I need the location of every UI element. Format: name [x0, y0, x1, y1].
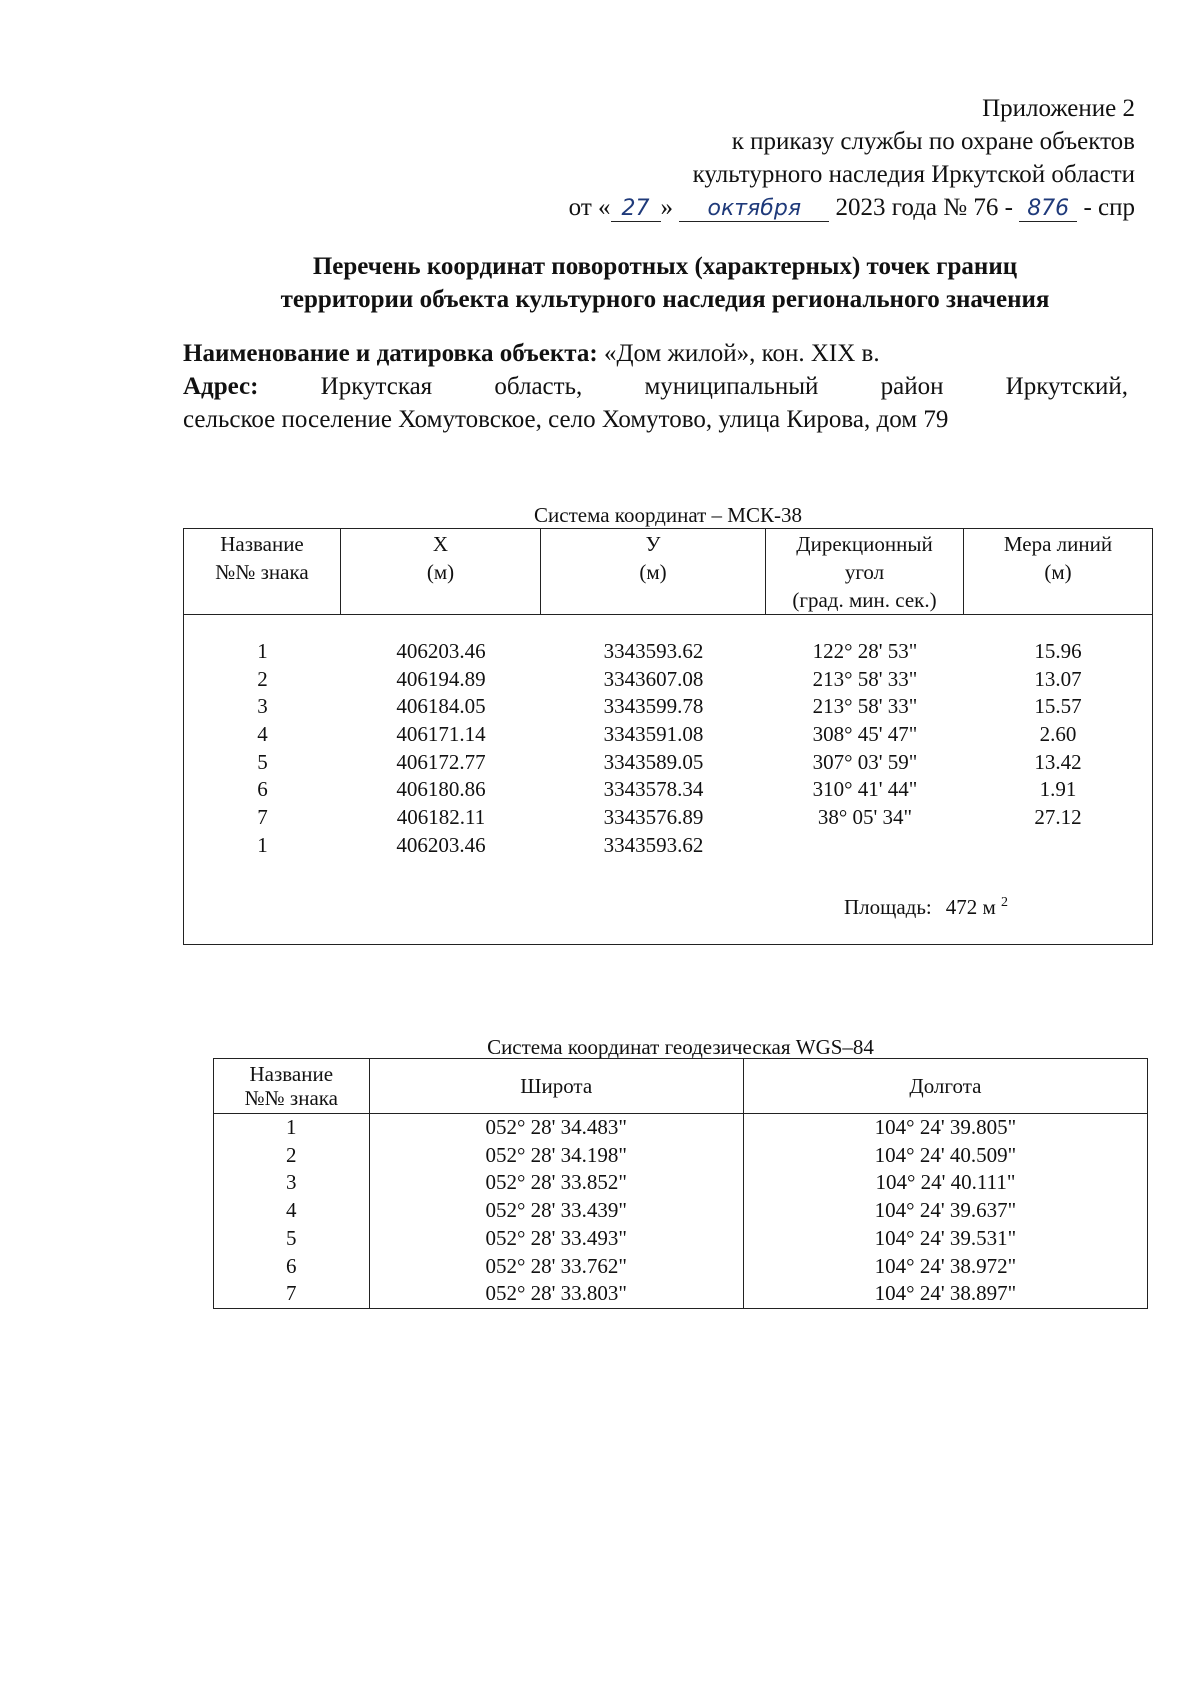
- cell-latitude: 052° 28' 33.762": [369, 1253, 743, 1281]
- cell-latitude: 052° 28' 33.852": [369, 1169, 743, 1197]
- cell-y: 3343589.05: [603, 749, 704, 774]
- header-text: Дирекционный: [796, 532, 933, 556]
- cell-longitude: 104° 24' 40.111": [743, 1169, 1147, 1197]
- cell-point: 2: [214, 1142, 370, 1170]
- cell-point: 4: [257, 722, 268, 747]
- appendix-line-3: культурного наследия Иркутской области: [692, 161, 1135, 188]
- area-value: 472 м: [945, 895, 996, 919]
- msk-table-body: [184, 638, 1152, 860]
- cell-distance: 27.12: [1034, 805, 1082, 830]
- cell-point: 5: [214, 1225, 370, 1253]
- address-word: область,: [494, 373, 583, 400]
- title-line-2: территории объекта культурного наследия регионального значения: [280, 286, 1050, 313]
- cell-y: 3343576.89: [603, 805, 704, 830]
- cell-angle: 310° 41' 44": [812, 777, 918, 802]
- cell-latitude: 052° 28' 33.439": [369, 1197, 743, 1225]
- header-point-number: [184, 529, 341, 614]
- header-text: угол: [844, 560, 885, 584]
- cell-x: 406180.86: [396, 777, 486, 802]
- cell-longitude: 104° 24' 40.509": [743, 1142, 1147, 1170]
- cell-x: 406203.46: [396, 832, 486, 857]
- cell-x: 406194.89: [396, 666, 486, 691]
- address-word: район: [880, 373, 944, 400]
- address-word: Иркутский,: [1005, 373, 1128, 400]
- order-line: [569, 191, 1135, 224]
- cell-x: 406182.11: [396, 805, 486, 830]
- cell-y: 3343593.62: [603, 832, 704, 857]
- appendix-header: [569, 92, 1135, 224]
- cell-distance: 2.60: [1039, 722, 1077, 747]
- header-longitude: Долгота: [743, 1059, 1147, 1114]
- header-direction-angle: [766, 529, 964, 614]
- header-text: X: [432, 532, 449, 556]
- area-unit-exponent: 2: [1001, 895, 1009, 910]
- cell-latitude: 052° 28' 33.493": [369, 1225, 743, 1253]
- order-suffix: - спр: [1083, 194, 1135, 221]
- header-text: (град. мин. сек.): [792, 588, 937, 612]
- object-name-label: Наименование и датировка объекта:: [183, 340, 598, 367]
- area-label: Площадь:: [844, 895, 932, 919]
- table-row: [184, 666, 1152, 694]
- cell-x: 406171.14: [396, 722, 486, 747]
- header-line-length: [964, 529, 1152, 614]
- cell-point: 1: [257, 639, 268, 663]
- object-name-line: [183, 337, 1128, 370]
- cell-x: 406172.77: [396, 749, 486, 774]
- table-row: [184, 804, 1152, 832]
- address-label: Адрес:: [183, 373, 259, 400]
- msk-table-caption: Система координат – МСК-38: [534, 503, 802, 527]
- header-text: (м): [1044, 560, 1072, 584]
- cell-point: 3: [257, 694, 268, 719]
- cell-longitude: 104° 24' 38.897": [743, 1280, 1147, 1308]
- table-row: [214, 1225, 1148, 1253]
- cell-longitude: 104° 24' 39.531": [743, 1225, 1147, 1253]
- cell-point: 5: [257, 749, 268, 774]
- header-point-number: [214, 1059, 370, 1114]
- cell-distance: 15.57: [1034, 694, 1082, 719]
- cell-y: 3343591.08: [603, 722, 704, 747]
- appendix-line-2: к приказу службы по охране объектов: [731, 128, 1135, 155]
- cell-x: 406184.05: [396, 694, 486, 719]
- header-x: [341, 529, 541, 614]
- header-latitude: Широта: [369, 1059, 743, 1114]
- cell-longitude: 104° 24' 39.805": [743, 1114, 1147, 1142]
- cell-x: 406203.46: [396, 639, 486, 663]
- order-year-text: 2023 года № 76 -: [835, 194, 1013, 221]
- address-line-2: сельское поселение Хомутовское, село Хомутово, улица Кирова, дом 79: [183, 406, 949, 433]
- header-text: №№ знака: [244, 1086, 338, 1110]
- wgs-table-caption: Система координат геодезическая WGS–84: [487, 1035, 874, 1059]
- table-row: [214, 1253, 1148, 1281]
- table-row: [184, 638, 1152, 666]
- appendix-label: Приложение 2: [982, 95, 1135, 122]
- object-info: [183, 337, 1128, 436]
- table-row: [214, 1169, 1148, 1197]
- cell-point: 1: [214, 1114, 370, 1142]
- cell-point: 2: [257, 666, 268, 691]
- area-summary: [844, 889, 1008, 921]
- cell-distance: 15.96: [1034, 639, 1082, 663]
- cell-y: 3343607.08: [603, 666, 704, 691]
- cell-point: 7: [214, 1280, 370, 1308]
- table-row: [214, 1142, 1148, 1170]
- msk-coordinates-table: [183, 528, 1153, 945]
- cell-point: 4: [214, 1197, 370, 1225]
- header-text: У: [645, 532, 661, 556]
- cell-angle: 122° 28' 53": [812, 639, 918, 663]
- cell-latitude: 052° 28' 34.198": [369, 1142, 743, 1170]
- cell-point: 6: [257, 777, 268, 802]
- table-row: [184, 749, 1152, 777]
- table-row: [214, 1114, 1148, 1142]
- cell-longitude: 104° 24' 39.637": [743, 1197, 1147, 1225]
- cell-point: 3: [214, 1169, 370, 1197]
- cell-distance: 13.07: [1034, 666, 1082, 691]
- document-title: [180, 250, 1150, 316]
- header-text: №№ знака: [215, 560, 309, 584]
- order-month-handwritten: октября: [679, 197, 829, 222]
- table-row: [184, 832, 1152, 860]
- cell-distance: 1.91: [1039, 777, 1077, 802]
- table-row: [184, 776, 1152, 804]
- address-line-1: [183, 370, 1128, 403]
- cell-point: 7: [257, 805, 268, 830]
- object-name-value: «Дом жилой», кон. XIX в.: [603, 340, 880, 367]
- cell-distance: 13.42: [1034, 749, 1082, 774]
- header-text: Название: [220, 532, 304, 556]
- cell-y: 3343599.78: [603, 694, 704, 719]
- cell-angle: 308° 45' 47": [812, 722, 918, 747]
- cell-point: 1: [257, 832, 268, 857]
- cell-longitude: 104° 24' 38.972": [743, 1253, 1147, 1281]
- order-number-handwritten: 876: [1019, 197, 1077, 222]
- msk-table-header: [184, 529, 1152, 615]
- cell-angle: 213° 58' 33": [812, 666, 918, 691]
- order-mid: »: [660, 194, 674, 221]
- cell-angle: 213° 58' 33": [812, 694, 918, 719]
- cell-y: 3343578.34: [603, 777, 704, 802]
- order-day-handwritten: 27: [611, 197, 661, 222]
- header-text: Мера линий: [1003, 532, 1113, 556]
- title-line-1: Перечень координат поворотных (характерных) точек границ: [312, 253, 1018, 280]
- header-text: (м): [639, 560, 667, 584]
- table-row: [214, 1197, 1148, 1225]
- header-y: [541, 529, 766, 614]
- table-row: [184, 721, 1152, 749]
- address-word: Иркутская: [320, 373, 433, 400]
- cell-angle: 38° 05' 34": [817, 805, 913, 830]
- header-text: Название: [249, 1062, 334, 1086]
- wgs-coordinates-table: [213, 1058, 1148, 1309]
- cell-point: 6: [214, 1253, 370, 1281]
- header-text: (м): [426, 560, 455, 584]
- table-row: [214, 1280, 1148, 1308]
- address-word: муниципальный: [644, 373, 819, 400]
- wgs-table-header: [214, 1059, 1148, 1114]
- order-prefix: от «: [568, 194, 611, 221]
- cell-angle: 307° 03' 59": [812, 749, 918, 774]
- cell-latitude: 052° 28' 33.803": [369, 1280, 743, 1308]
- cell-latitude: 052° 28' 34.483": [369, 1114, 743, 1142]
- table-row: [184, 693, 1152, 721]
- cell-y: 3343593.62: [603, 639, 704, 663]
